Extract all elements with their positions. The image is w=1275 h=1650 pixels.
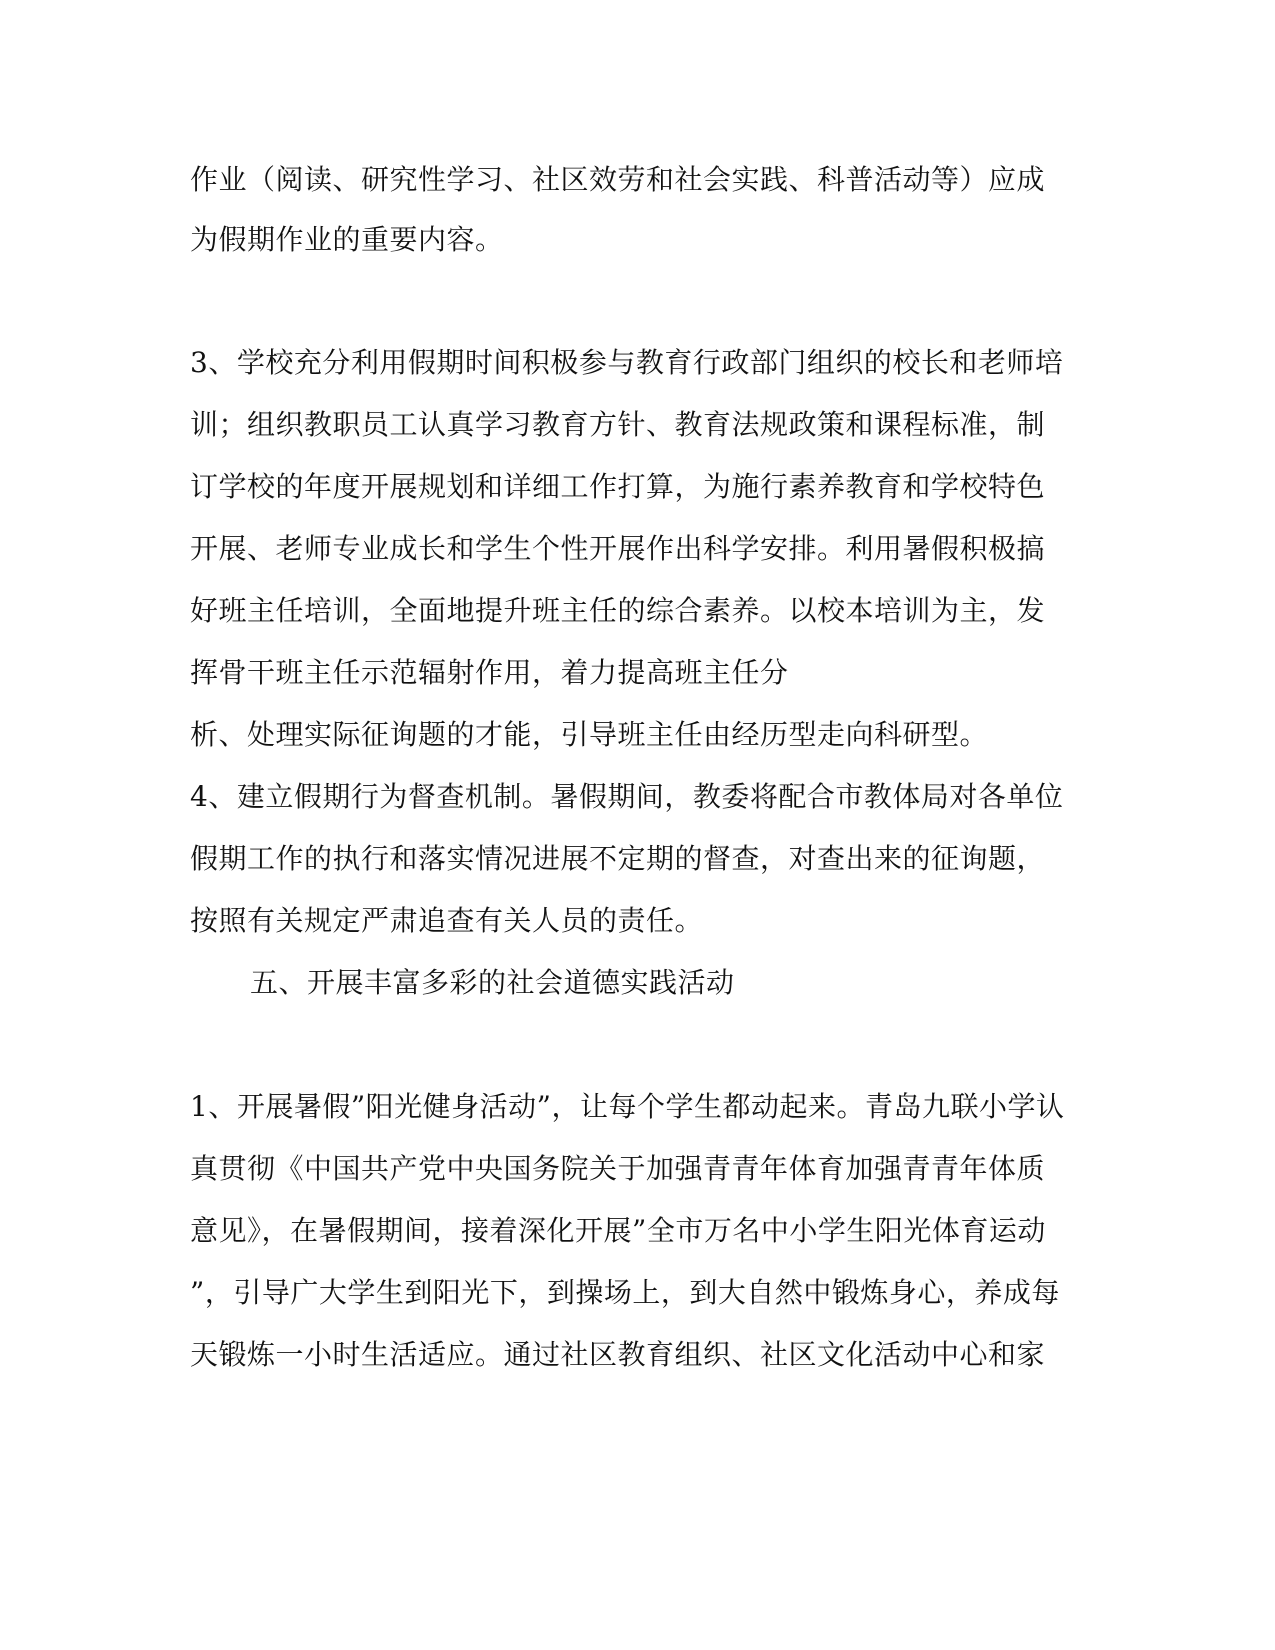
section-heading: 五、开展丰富多彩的社会道德实践活动 [250, 966, 735, 999]
paragraph-line: 3、学校充分利用假期时间积极参与教育行政部门组织的校长和老师培 [190, 346, 1064, 379]
paragraph-line: 4、建立假期行为督查机制。暑假期间，教委将配合市教体局对各单位 [190, 780, 1064, 813]
paragraph-line: 真贯彻《中国共产党中央国务院关于加强青青年体育加强青青年体质 [190, 1152, 1046, 1185]
paragraph-line: 好班主任培训，全面地提升班主任的综合素养。以校本培训为主，发 [190, 594, 1046, 627]
paragraph-line: 析、处理实际征询题的才能，引导班主任由经历型走向科研型。 [190, 718, 989, 751]
paragraph-line: 1、开展暑假”阳光健身活动”，让每个学生都动起来。青岛九联小学认 [190, 1090, 1065, 1123]
paragraph-line: 作业（阅读、研究性学习、社区效劳和社会实践、科普活动等）应成 [190, 163, 1046, 196]
paragraph-line: 订学校的年度开展规划和详细工作打算，为施行素养教育和学校特色 [190, 470, 1046, 503]
paragraph-line: 按照有关规定严肃追查有关人员的责任。 [190, 904, 704, 937]
paragraph-line: 为假期作业的重要内容。 [190, 223, 504, 256]
paragraph-line: 挥骨干班主任示范辐射作用，着力提高班主任分 [190, 656, 789, 689]
paragraph-line: 训；组织教职员工认真学习教育方针、教育法规政策和课程标准，制 [190, 408, 1046, 441]
paragraph-line: 天锻炼一小时生活适应。通过社区教育组织、社区文化活动中心和家 [190, 1338, 1046, 1371]
paragraph-line: 意见》，在暑假期间，接着深化开展”全市万名中小学生阳光体育运动 [190, 1214, 1046, 1247]
paragraph-line: 开展、老师专业成长和学生个性开展作出科学安排。利用暑假积极搞 [190, 532, 1046, 565]
paragraph-line: 假期工作的执行和落实情况进展不定期的督查，对查出来的征询题， [190, 842, 1046, 875]
paragraph-line: ”，引导广大学生到阳光下，到操场上，到大自然中锻炼身心，养成每 [190, 1276, 1060, 1309]
